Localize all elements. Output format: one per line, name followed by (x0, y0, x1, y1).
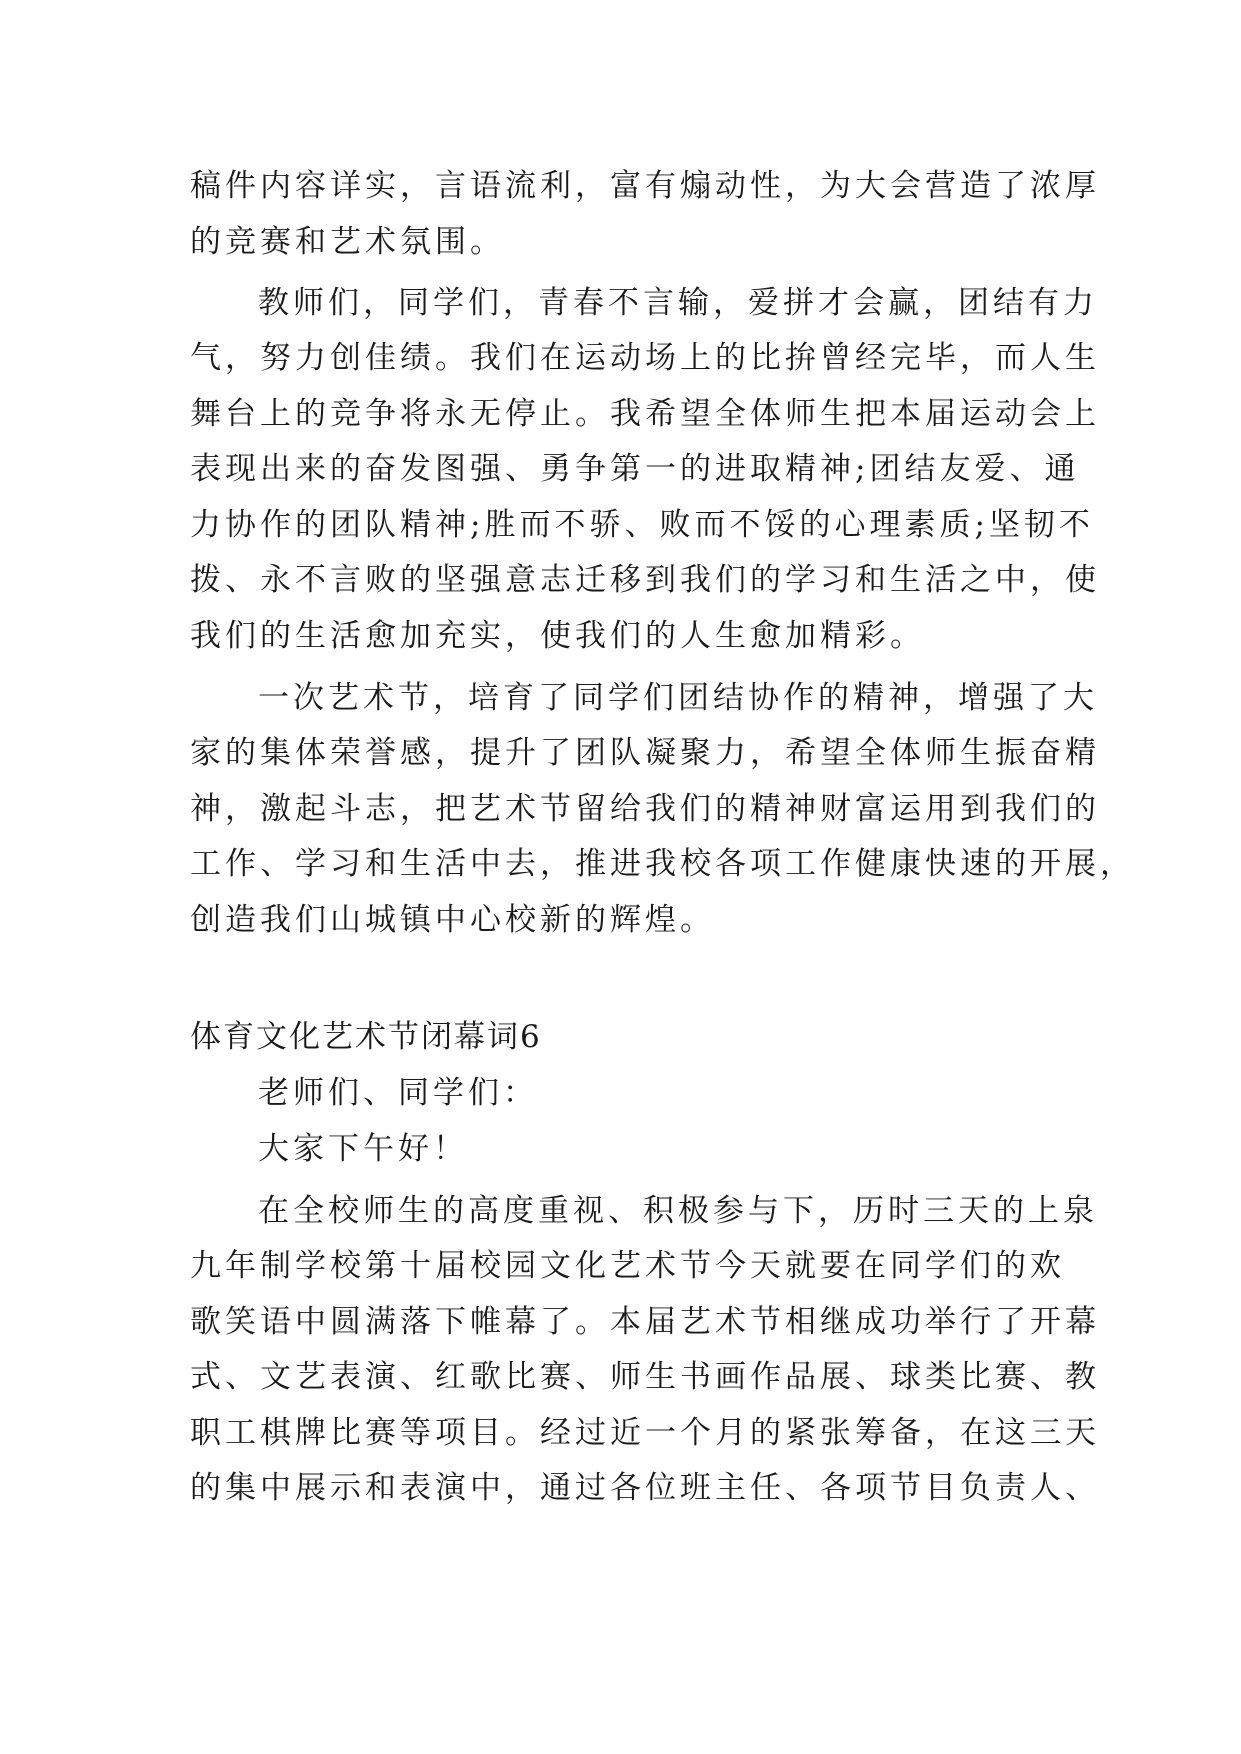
body-text-line: 九年制学校第十届校园文化艺术节今天就要在同学们的欢 (190, 1248, 1065, 1284)
section-heading: 体育文化艺术节闭幕词6 (190, 1019, 542, 1055)
paragraph-first-line: 一次艺术节，培育了同学们团结协作的精神，增强了大 (258, 680, 1098, 716)
body-text-line: 稿件内容详实，言语流利，富有煽动性，为大会营造了浓厚 (190, 168, 1100, 204)
body-text-line: 歌笑语中圆满落下帷幕了。本届艺术节相继成功举行了开幕 (190, 1304, 1100, 1340)
body-text-line: 我们的生活愈加充实，使我们的人生愈加精彩。 (190, 618, 925, 654)
body-text-line: 力协作的团队精神;胜而不骄、败而不馁的心理素质;坚韧不 (190, 507, 1094, 543)
body-text-line: 家的集体荣誉感，提升了团队凝聚力，希望全体师生振奋精 (190, 735, 1100, 771)
body-text-line: 气，努力创佳绩。我们在运动场上的比拚曾经完毕，而人生 (190, 340, 1100, 376)
body-text-line: 拨、永不言败的坚强意志迁移到我们的学习和生活之中，使 (190, 562, 1100, 598)
salutation: 老师们、同学们： (258, 1075, 538, 1111)
body-text-line: 舞台上的竞争将永无停止。我希望全体师生把本届运动会上 (190, 396, 1100, 432)
body-text-line: 的竞赛和艺术氛围。 (190, 224, 505, 260)
body-text-line: 职工棋牌比赛等项目。经过近一个月的紧张筹备，在这三天 (190, 1415, 1100, 1451)
body-text-line: 神，激起斗志，把艺术节留给我们的精神财富运用到我们的 (190, 791, 1100, 827)
paragraph-first-line: 教师们，同学们，青春不言输，爱拼才会赢，团结有力 (258, 285, 1098, 321)
paragraph-first-line: 在全校师生的高度重视、积极参与下，历时三天的上泉 (258, 1193, 1098, 1229)
body-text-line: 表现出来的奋发图强、勇争第一的进取精神;团结友爱、通 (190, 451, 1080, 487)
body-text-line: 创造我们山城镇中心校新的辉煌。 (190, 902, 715, 938)
body-text-line: 的集中展示和表演中，通过各位班主任、各项节目负责人、 (190, 1470, 1100, 1506)
body-text-line: 式、文艺表演、红歌比赛、师生书画作品展、球类比赛、教 (190, 1359, 1100, 1395)
body-text-line: 工作、学习和生活中去，推进我校各项工作健康快速的开展， (190, 846, 1135, 882)
greeting: 大家下午好！ (258, 1131, 468, 1167)
